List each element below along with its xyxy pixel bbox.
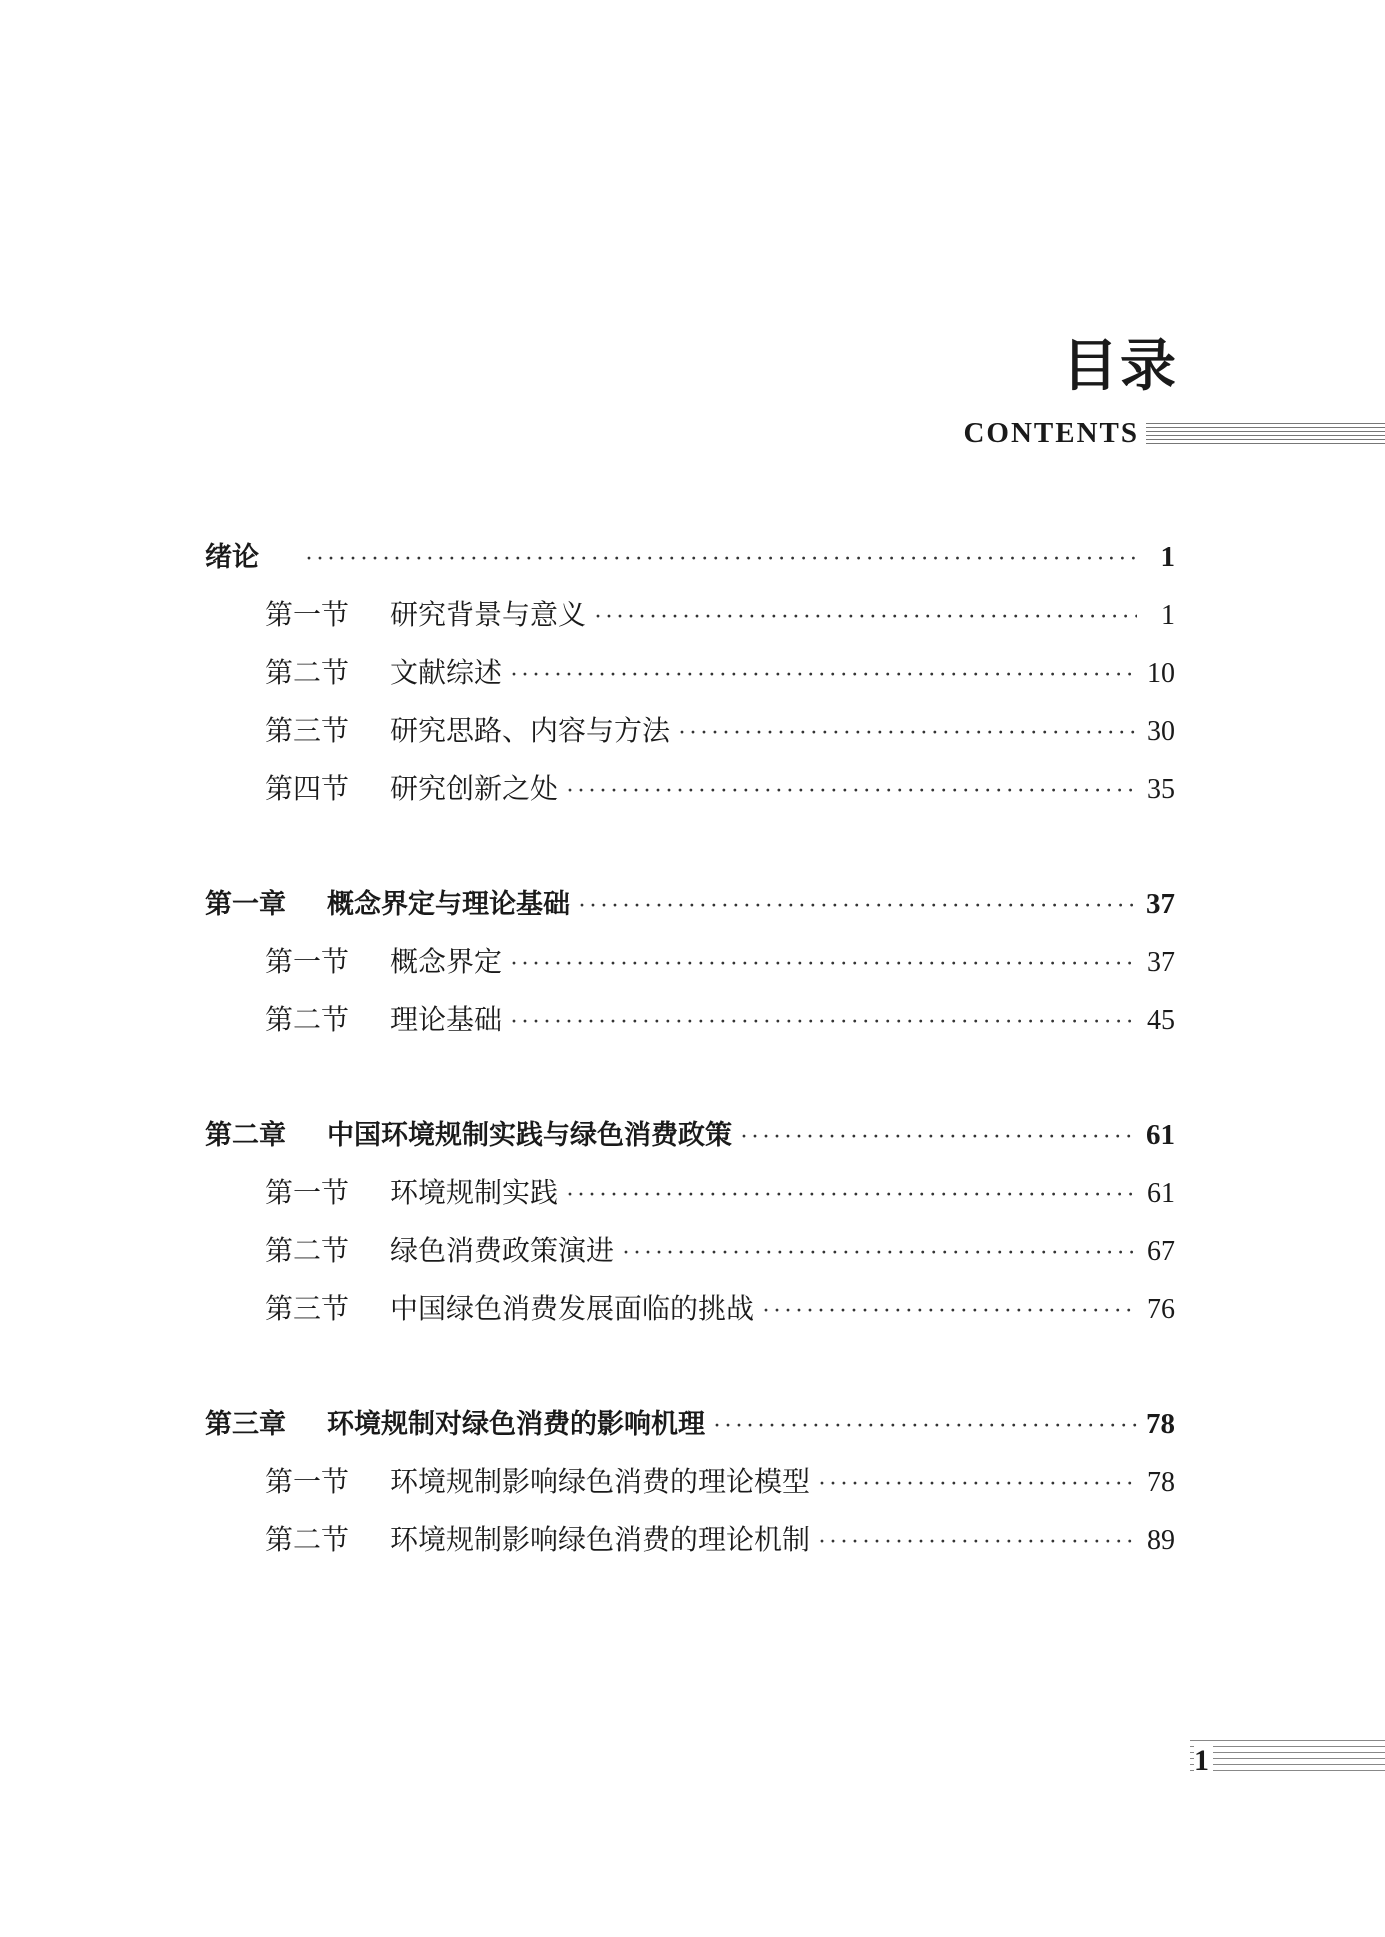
toc-chapter-3 xyxy=(205,1402,1175,1576)
section-title: 环境规制影响绿色消费的理论模型 xyxy=(390,1465,811,1498)
toc-chapter-intro xyxy=(205,535,1175,825)
dot-leader xyxy=(510,1009,1137,1036)
section-page: 78 xyxy=(1147,1467,1175,1498)
section-title: 绿色消费政策演进 xyxy=(390,1234,615,1267)
dot-leader xyxy=(818,1471,1137,1498)
toc-section-row[interactable] xyxy=(205,1229,1175,1287)
section-page: 76 xyxy=(1147,1294,1175,1325)
toc-section-row[interactable] xyxy=(205,1287,1175,1345)
section-page: 37 xyxy=(1147,947,1175,978)
toc-section-row[interactable] xyxy=(205,767,1175,825)
dot-leader xyxy=(566,778,1137,805)
toc-chapter-2 xyxy=(205,1113,1175,1345)
chapter-page: 1 xyxy=(1160,541,1175,573)
chapter-number: 第三章 xyxy=(205,1409,286,1440)
toc-section-row[interactable] xyxy=(205,998,1175,1056)
dot-leader xyxy=(622,1240,1137,1267)
section-title: 环境规制实践 xyxy=(390,1176,559,1209)
section-number: 第一节 xyxy=(265,598,350,631)
dot-leader xyxy=(678,720,1137,747)
dot-leader xyxy=(818,1529,1137,1556)
contents-label: CONTENTS xyxy=(963,417,1139,449)
section-number: 第三节 xyxy=(265,1292,350,1325)
chapter-page: 78 xyxy=(1146,1408,1175,1440)
dot-leader xyxy=(713,1413,1137,1440)
chapter-title: 中国环境规制实践与绿色消费政策 xyxy=(327,1120,732,1151)
section-title: 研究创新之处 xyxy=(390,772,559,805)
chapter-number: 第二章 xyxy=(205,1120,286,1151)
chapter-title: 环境规制对绿色消费的影响机理 xyxy=(327,1409,705,1440)
toc-chapter-row[interactable] xyxy=(205,535,1175,593)
section-page: 45 xyxy=(1147,1005,1175,1036)
dot-leader xyxy=(510,951,1137,978)
section-title: 中国绿色消费发展面临的挑战 xyxy=(390,1292,755,1325)
section-number: 第二节 xyxy=(265,656,350,689)
toc-chapter-1 xyxy=(205,882,1175,1056)
chapter-page: 61 xyxy=(1146,1119,1175,1151)
section-title: 理论基础 xyxy=(390,1003,503,1036)
chapter-number: 绪论 xyxy=(205,542,259,573)
page-title: 目录 xyxy=(1062,333,1178,399)
toc-chapter-row[interactable] xyxy=(205,1113,1175,1171)
dot-leader xyxy=(740,1124,1137,1151)
section-number: 第三节 xyxy=(265,714,350,747)
section-number: 第二节 xyxy=(265,1003,350,1036)
toc-section-row[interactable] xyxy=(205,1171,1175,1229)
chapter-number: 第一章 xyxy=(205,889,286,920)
section-number: 第二节 xyxy=(265,1523,350,1556)
dot-leader xyxy=(762,1298,1137,1325)
contents-heading xyxy=(950,415,1385,451)
dot-leader xyxy=(594,604,1137,631)
section-title: 研究背景与意义 xyxy=(390,598,587,631)
section-title: 概念界定 xyxy=(390,945,503,978)
section-page: 35 xyxy=(1147,774,1175,805)
decorative-rules xyxy=(1146,423,1385,445)
toc-section-row[interactable] xyxy=(205,593,1175,651)
table-of-contents xyxy=(205,535,1175,1633)
section-title: 文献综述 xyxy=(390,656,503,689)
section-number: 第一节 xyxy=(265,1176,350,1209)
section-number: 第四节 xyxy=(265,772,350,805)
section-page: 61 xyxy=(1147,1178,1175,1209)
section-title: 研究思路、内容与方法 xyxy=(390,714,671,747)
toc-chapter-row[interactable] xyxy=(205,1402,1175,1460)
page-footer xyxy=(1190,1740,1385,1790)
dot-leader xyxy=(305,546,1137,573)
section-title: 环境规制影响绿色消费的理论机制 xyxy=(390,1523,811,1556)
toc-section-row[interactable] xyxy=(205,1460,1175,1518)
toc-section-row[interactable] xyxy=(205,651,1175,709)
chapter-title: 概念界定与理论基础 xyxy=(327,889,570,920)
section-page: 10 xyxy=(1147,658,1175,689)
chapter-page: 37 xyxy=(1146,888,1175,920)
section-page: 67 xyxy=(1147,1236,1175,1267)
toc-section-row[interactable] xyxy=(205,709,1175,767)
section-page: 1 xyxy=(1161,600,1175,631)
decorative-rules xyxy=(1190,1740,1385,1776)
dot-leader xyxy=(578,893,1137,920)
toc-chapter-row[interactable] xyxy=(205,882,1175,940)
toc-section-row[interactable] xyxy=(205,1518,1175,1576)
section-page: 89 xyxy=(1147,1525,1175,1556)
section-number: 第一节 xyxy=(265,1465,350,1498)
toc-section-row[interactable] xyxy=(205,940,1175,998)
section-number: 第二节 xyxy=(265,1234,350,1267)
section-number: 第一节 xyxy=(265,945,350,978)
section-page: 30 xyxy=(1147,716,1175,747)
dot-leader xyxy=(510,662,1137,689)
dot-leader xyxy=(566,1182,1137,1209)
page-number: 1 xyxy=(1194,1746,1213,1776)
